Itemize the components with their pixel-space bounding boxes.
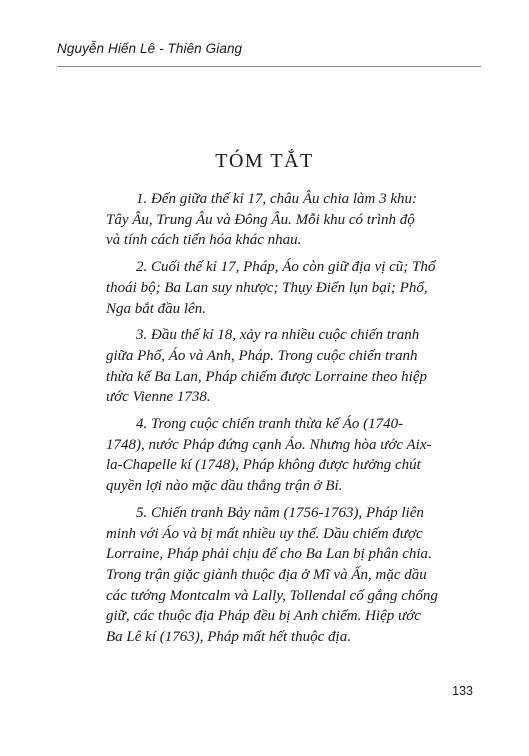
- summary-body: [106, 189, 473, 654]
- header-divider: [57, 66, 481, 67]
- summary-paragraph-2: 2. Cuối thế kỉ 17, Pháp, Áo còn giữ địa vị cũ; Thổ thoái bộ; Ba Lan suy nhược; Thụy Điển lụn bại; Phổ, Nga bắt đầu lên.: [106, 259, 436, 317]
- summary-paragraph-4: 4. Trong cuộc chiến tranh thừa kế Áo (1740- 1748), nước Pháp đứng cạnh Áo. Nhưng hòa ước Aix- la-Chapelle kí (1748), Pháp không được hưởng chút quyền lợi nào mặc dầu thắng trận ở Bỉ.: [106, 416, 432, 495]
- summary-paragraph-5: 5. Chiến tranh Bảy năm (1756-1763), Pháp liên minh với Áo và bị mất nhiều uy thế. Dầu chiếm được Lorraine, Pháp phải chịu để cho Ba Lan bị phân chia. Trong trận giặc giành thuộc địa ở Mĩ và Ấn, mặc dầu các tướng Montcalm và Lally, Tollendal cố gắng chống giữ, các thuộc địa Pháp đều bị Anh chiếm. Hiệp ước Ba Lê kí (1763), Pháp mất hết thuộc địa.: [106, 504, 438, 646]
- running-header: Nguyễn Hiến Lê - Thiên Giang: [57, 41, 243, 56]
- summary-paragraph-3: 3. Đầu thế kỉ 18, xảy ra nhiều cuộc chiến tranh giữa Phổ, Áo và Anh, Pháp. Trong cuộc chiến tranh thừa kế Ba Lan, Pháp chiếm được Lorraine theo hiệp ước Vienne 1738.: [106, 327, 427, 406]
- summary-paragraph-1: 1. Đến giữa thế kỉ 17, châu Âu chia làm 3 khu: Tây Âu, Trung Âu và Đông Âu. Mỗi khu có trình độ và tính cách tiến hóa khác nhau.: [106, 191, 418, 249]
- section-title: TÓM TẮT: [215, 150, 314, 172]
- page-number: 133: [452, 684, 473, 698]
